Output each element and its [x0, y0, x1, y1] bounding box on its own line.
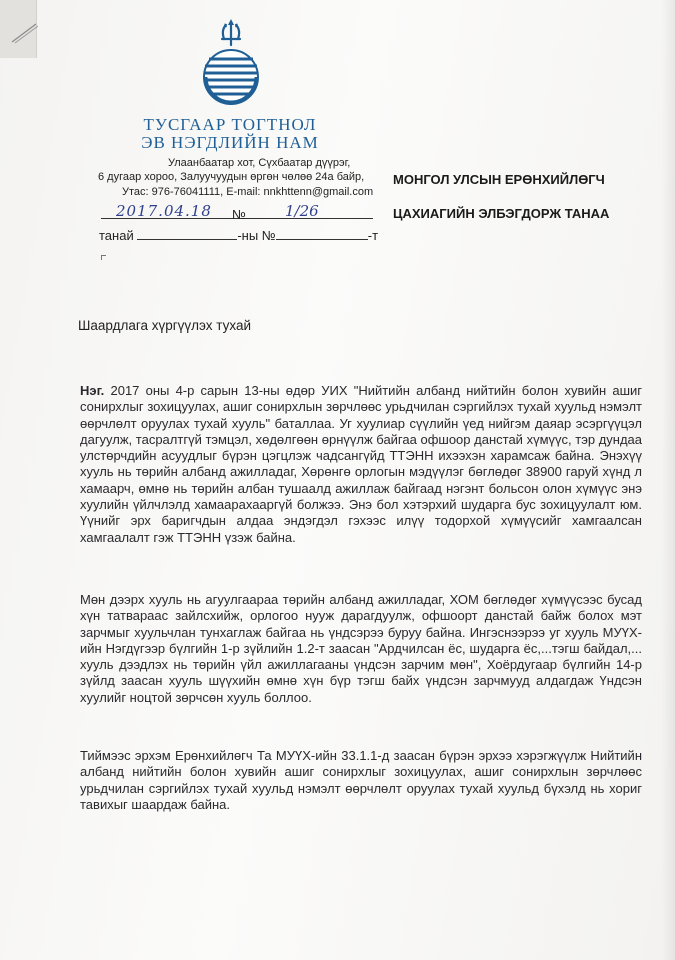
- address-line2: 6 дугаар хороо, Залуучуудын өргөн чөлөө 24а байр,: [98, 171, 365, 183]
- handwritten-ref-number: 1/26: [285, 202, 319, 220]
- paragraph-1-text: 2017 оны 4-р сарын 13-ны өдөр УИХ "Нийтийн албанд нийтийн болон хувийн ашиг сонирхлыг зохицуулах, ашиг сонирхлын зөрчлөөс урьдчилан сэргийлэх тухай хуульд нэмэлт өөрчлөлт оруулах тухай хууль" баталлаа. Уг хуулиар сүүлийн үед нийгэм даяар эсэргүүцэл дагуулж, тасралтгүй тэмцэл, хөдөлгөөн өрнүүлж байгаа офшоор данстай хүмүүс, тэр дундаа улстөрчдийн асуудлыг бүрэн цэгцлэж чадсангүйд ТТЭНН ихээхэн харамсаж байна. Энэхүү хууль нь төрийн албанд ажилладаг, Хөрөнгө орлогын мэдүүлэг бөглөдөг 38900 гаруй хүнд л хамаарч, өмнө нь төрийн албан тушаалд ажиллаж байгаад нэгэнт больсон олон хүмүүс энэ хуулийн үйлчлэлд хамаарахааргүй болжээ. Энэ бол хэтэрхий шударга бус зохицуулалт юм. Үүнийг эрх баригчдын алдаа эндэгдэл гэхээс илүү тодорхой хүмүүсийг хамгаалсан хамгаалалт гэж ТТЭНН үзэж байна.: [80, 383, 642, 545]
- handwritten-date: 2017.04.18: [116, 202, 212, 220]
- tanai-label: танай: [99, 228, 134, 243]
- party-name-line1: ТУСГААР ТОГТНОЛ: [143, 115, 317, 134]
- body-paragraph-3: Тиймээс эрхэм Ерөнхийлөгч Та МУҮХ-ийн 33.1.1-д заасан бүрэн эрхээ хэрэгжүүлж Нийтийн албанд нийтийн болон хувийн ашиг сонирхлыг зохицуулах, ашиг сонирхлын зөрчлөөс урьдчилан сэргийлэх тухай хуульд нэмэлт өөрчлөлт оруулах тухай хуульд бүхэлд нь хориг тавихыг шаардаж байна.: [80, 748, 642, 812]
- corner-mark: [101, 255, 106, 260]
- paragraph-lead: Нэг.: [80, 383, 105, 398]
- recipient-name: ЦАХИАГИЙН ЭЛБЭГДОРЖ ТАНАА: [393, 206, 610, 221]
- incoming-number-blank: [276, 230, 368, 240]
- recipient-title: МОНГОЛ УЛСЫН ЕРӨНХИЙЛӨГЧ: [393, 172, 605, 187]
- incoming-date-blank: [137, 230, 237, 240]
- page-edge-shadow: [661, 0, 675, 960]
- ny-number-label: -ны №: [237, 228, 276, 243]
- trident-globe-icon: [196, 15, 266, 113]
- address-line3: Утас: 976-76041111, E-mail: nnkhttenn@gmail.com: [122, 186, 374, 198]
- party-name-line2: ЭВ НЭГДЛИЙН НАМ: [141, 133, 319, 152]
- letter-subject: Шаардлага хүргүүлэх тухай: [78, 318, 252, 333]
- body-paragraph-2: Мөн дээрх хууль нь агуулгаараа төрийн албанд ажилладаг, ХОМ бөглөдөг хүмүүсээс бусад хүн татвараас зайлсхийж, орлогоо нууж дарагдуулж, офшоорт данстай байж болох мэт зарчмыг хуульчлан тунхаглаж байгаа нь үндсэрээ буруу байна. Ингэснээрээ уг хууль МУҮХ-ийн Нэгдүгээр бүлгийн 1-р зүйлийн 1.2-т заасан "Ардчилсан ёс, шударга ёс,...тэгш байдал,... хууль дээдлэх нь төрийн үйл ажиллагааны үндсэн зарчим мөн", Хоёрдугаар бүлгийн 14-р зүйлд заасан хууль шүүхийн өмнө хүн бүр тэгш байх үндсэн зарчмууд алдагдаж Үндсэн хуулийг ноцтой зөрчсөн хууль боллоо.: [80, 592, 642, 705]
- t-suffix-label: -т: [367, 228, 379, 243]
- incoming-ref-row: [99, 228, 378, 243]
- body-paragraph-1: [80, 383, 642, 546]
- ref-number-label: №: [232, 207, 246, 222]
- pen-scratch-mark: [10, 22, 40, 44]
- address-line1: Улаанбаатар хот, Сүхбаатар дүүрэг,: [168, 157, 351, 169]
